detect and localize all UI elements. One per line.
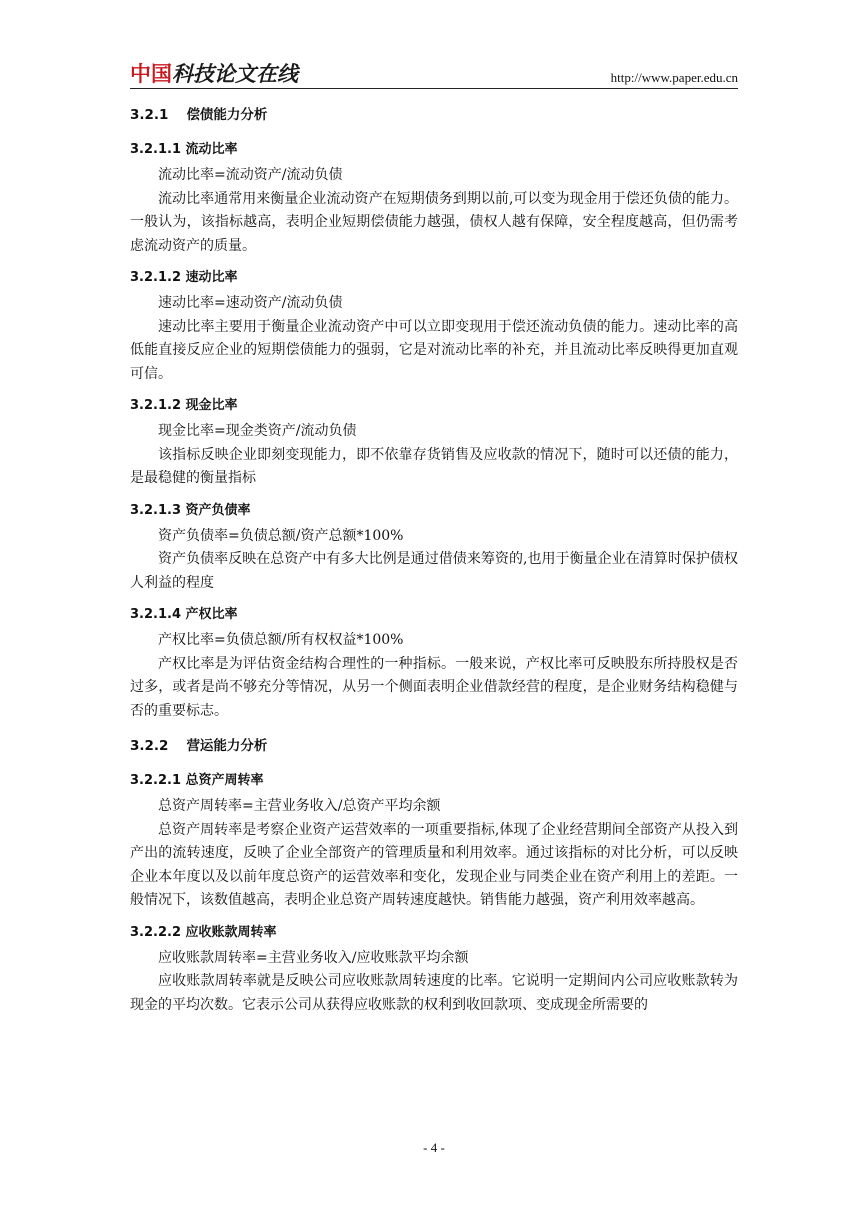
formula-debt-ratio: 资产负债率=负债总额/资产总额*100% <box>158 527 404 544</box>
paragraph-cash-ratio: 该指标反映企业即刻变现能力，即不依靠存货销售及应收款的情况下，随时可以还债的能力，是最稳健的衡量指标 <box>130 446 738 486</box>
formula-quick-ratio: 速动比率=速动资产/流动负债 <box>158 295 343 311</box>
paragraph-equity-ratio: 产权比率是为评估资金结构合理性的一种指标。一般来说，产权比率可反映股东所持股权是否过多，或者是尚不够充分等情况，从另一个侧面表明企业借款经营的程度，是企业财务结构稳健与否的重要标志。 <box>130 655 738 719</box>
paper-body <box>130 100 738 1017</box>
formula-cash-ratio: 现金比率=现金类资产/流动负债 <box>158 423 357 439</box>
page-header <box>130 62 738 89</box>
journal-logo: 中国科技论文在线 <box>130 62 298 86</box>
formula-current-ratio: 流动比率=流动资产/流动负债 <box>158 167 343 183</box>
page-number: - 4 - <box>423 1140 445 1155</box>
subsection-heading-debt-ratio: 3.2.1.3 资产负债率 <box>130 502 251 518</box>
formula-asset-turnover: 总资产周转率=主营业务收入/总资产平均余额 <box>158 798 441 814</box>
formula-receivables-turnover: 应收账款周转率=主营业务收入/应收账款平均余额 <box>158 949 469 966</box>
header-url: http://www.paper.edu.cn <box>610 70 738 85</box>
paragraph-debt-ratio: 资产负债率反映在总资产中有多大比例是通过借债来筹资的,也用于衡量企业在清算时保护债权人利益的程度 <box>130 551 738 591</box>
subsection-heading-cash-ratio: 3.2.1.2 现金比率 <box>130 398 238 413</box>
paragraph-receivables-turnover: 应收账款周转率就是反映公司应收账款周转速度的比率。它说明一定期间内公司应收账款转为现金的平均次数。它表示公司从获得应收账款的权利到收回款项、变成现金所需要的 <box>130 973 738 1013</box>
section-heading-3-2-1: 3.2.1 偿债能力分析 <box>130 107 268 123</box>
subsection-heading-current-ratio: 3.2.1.1 流动比率 <box>130 142 238 157</box>
subsection-heading-quick-ratio: 3.2.1.2 速动比率 <box>130 270 238 285</box>
formula-equity-ratio: 产权比率=负债总额/所有权权益*100% <box>158 632 404 648</box>
section-heading-3-2-2: 3.2.2 营运能力分析 <box>130 738 268 754</box>
subsection-heading-equity-ratio: 3.2.1.4 产权比率 <box>130 607 238 622</box>
subsection-heading-receivables-turnover: 3.2.2.2 应收账款周转率 <box>130 924 277 940</box>
paragraph-current-ratio: 流动比率通常用来衡量企业流动资产在短期债务到期以前,可以变为现金用于偿还负债的能力。一般认为，该指标越高，表明企业短期偿债能力越强，债权人越有保障，安全程度越高，但仍需考虑流动资产的质量。 <box>130 190 738 254</box>
paragraph-asset-turnover: 总资产周转率是考察企业资产运营效率的一项重要指标,体现了企业经营期间全部资产从投入到产出的流转速度，反映了企业全部资产的管理质量和利用效率。通过该指标的对比分析，可以反映企业本年度以及以前年度总资产的运营效率和变化，发现企业与同类企业在资产利用上的差距。一般情况下，该数值越高，表明企业总资产周转速度越快。销售能力越强，资产利用效率越高。 <box>130 821 738 908</box>
paragraph-quick-ratio: 速动比率主要用于衡量企业流动资产中可以立即变现用于偿还流动负债的能力。速动比率的高低能直接反应企业的短期偿债能力的强弱，它是对流动比率的补充，并且流动比率反映得更加直观可信。 <box>130 318 738 382</box>
subsection-heading-asset-turnover: 3.2.2.1 总资产周转率 <box>130 773 264 788</box>
